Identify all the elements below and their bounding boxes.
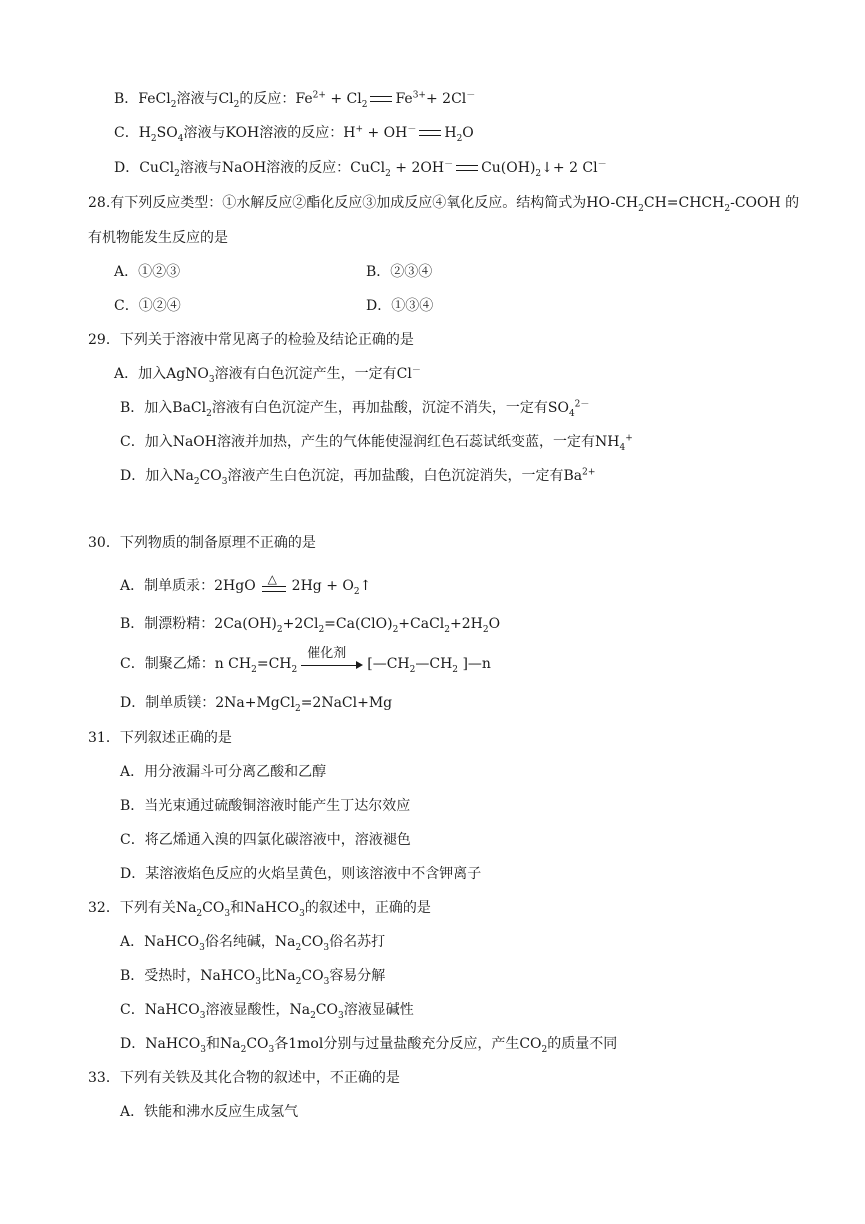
q27-option-b: B．FeCl$_2$溶液与$Cl_2$的反应：$Fe^{2+} + Cl_2$ $Fe^{3+}+ 2Cl^-$ (114, 90, 476, 110)
q30-stem: 30．下列物质的制备原理不正确的是 (88, 535, 316, 551)
q29-stem: 29．下列关于溶液中常见离子的检验及结论正确的是 (88, 332, 414, 348)
equals-sign-icon (456, 165, 478, 171)
q31-option-a: A．用分液漏斗可分离乙酸和乙醇 (120, 764, 327, 780)
q29-option-b: B．加入BaCl$_2$溶液有白色沉淀产生，再加盐酸，沉淀不消失，一定有$SO_4^{2-}$ (120, 399, 590, 419)
equals-sign-icon (419, 130, 441, 136)
q30-option-c: C．制聚乙烯：n $CH_2=CH_2$ 催化剂 [$—CH_2—CH_2$ ]—n (120, 646, 491, 675)
q29-option-c: C．加入NaOH溶液并加热，产生的气体能使湿润红色石蕊试纸变蓝，一定有$NH_4^+$ (120, 433, 633, 453)
q27-option-d: D．CuCl$_2$溶液与NaOH溶液的反应：CuCl$_2$ + 2OH－ $Cu(OH)_2↓+ 2$ Cl－ (114, 159, 607, 179)
q28-stem-line2: 有机物能发生反应的是 (88, 230, 228, 246)
q31-option-c: C．将乙烯通入溴的四氯化碳溶液中，溶液褪色 (120, 832, 411, 848)
q32-option-d: D．NaHCO$_3$和$Na_2CO_3$各1mol分别与过量盐酸充分反应，产生$CO_2$的质量不同 (120, 1036, 618, 1055)
q29-option-d: D．加入$Na_2CO_3$溶液产生白色沉淀，再加盐酸，白色沉淀消失，一定有$Ba^{2+}$ (120, 467, 596, 487)
catalyst-reaction-arrow: 催化剂 (301, 654, 363, 674)
q28-option-d: D．①③④ (366, 298, 434, 314)
q31-stem: 31．下列叙述正确的是 (88, 730, 232, 746)
q28-option-a: A．①②③ (114, 264, 181, 280)
q32-option-a: A．NaHCO$_3$俗名纯碱，$Na_2CO_3$俗名苏打 (120, 934, 386, 953)
q28-option-c: C．①②④ (114, 298, 181, 314)
q28-option-b: B．②③④ (366, 264, 433, 280)
q29-option-a: A．加入AgNO$_3$溶液有白色沉淀产生，一定有Cl－ (114, 365, 421, 385)
q32-option-c: C．NaHCO$_3$溶液显酸性，$Na_2CO_3$溶液显碱性 (120, 1002, 414, 1021)
q30-option-b: B．制漂粉精：$2Ca(OH)_2+2Cl_2=Ca(ClO)_2+CaCl_2+2H_2O$ (120, 616, 501, 635)
q27-option-c: C．$H_2SO_4$溶液与KOH溶液的反应：H+ + OH－ $H_2O$ (114, 124, 474, 144)
q30-option-d: D．制单质镁：2Na+MgCl$_2$=2NaCl+Mg (120, 695, 393, 714)
q33-stem: 33．下列有关铁及其化合物的叙述中，不正确的是 (88, 1070, 400, 1086)
q32-stem: 32．下列有关$Na_2CO_3$和NaHCO$_3$的叙述中，正确的是 (88, 900, 431, 919)
q32-option-b: B．受热时，NaHCO$_3$比$Na_2CO_3$容易分解 (120, 968, 386, 987)
q31-option-b: B．当光束通过硫酸铜溶液时能产生丁达尔效应 (120, 798, 411, 814)
q33-option-a: A．铁能和沸水反应生成氢气 (120, 1104, 299, 1120)
q28-stem-line1: 28.有下列反应类型：①水解反应②酯化反应③加成反应④氧化反应。结构简式为$HO-CH_2CH=CHCH_2$-COOH 的 (88, 195, 800, 214)
q30-option-a: A．制单质汞：2HgO △ $2Hg + O_2↑$ (120, 572, 372, 597)
q31-option-d: D．某溶液焰色反应的火焰呈黄色，则该溶液中不含钾离子 (120, 866, 482, 882)
heating-condition-arrow: △ (260, 576, 288, 596)
equals-sign-icon (370, 96, 392, 102)
